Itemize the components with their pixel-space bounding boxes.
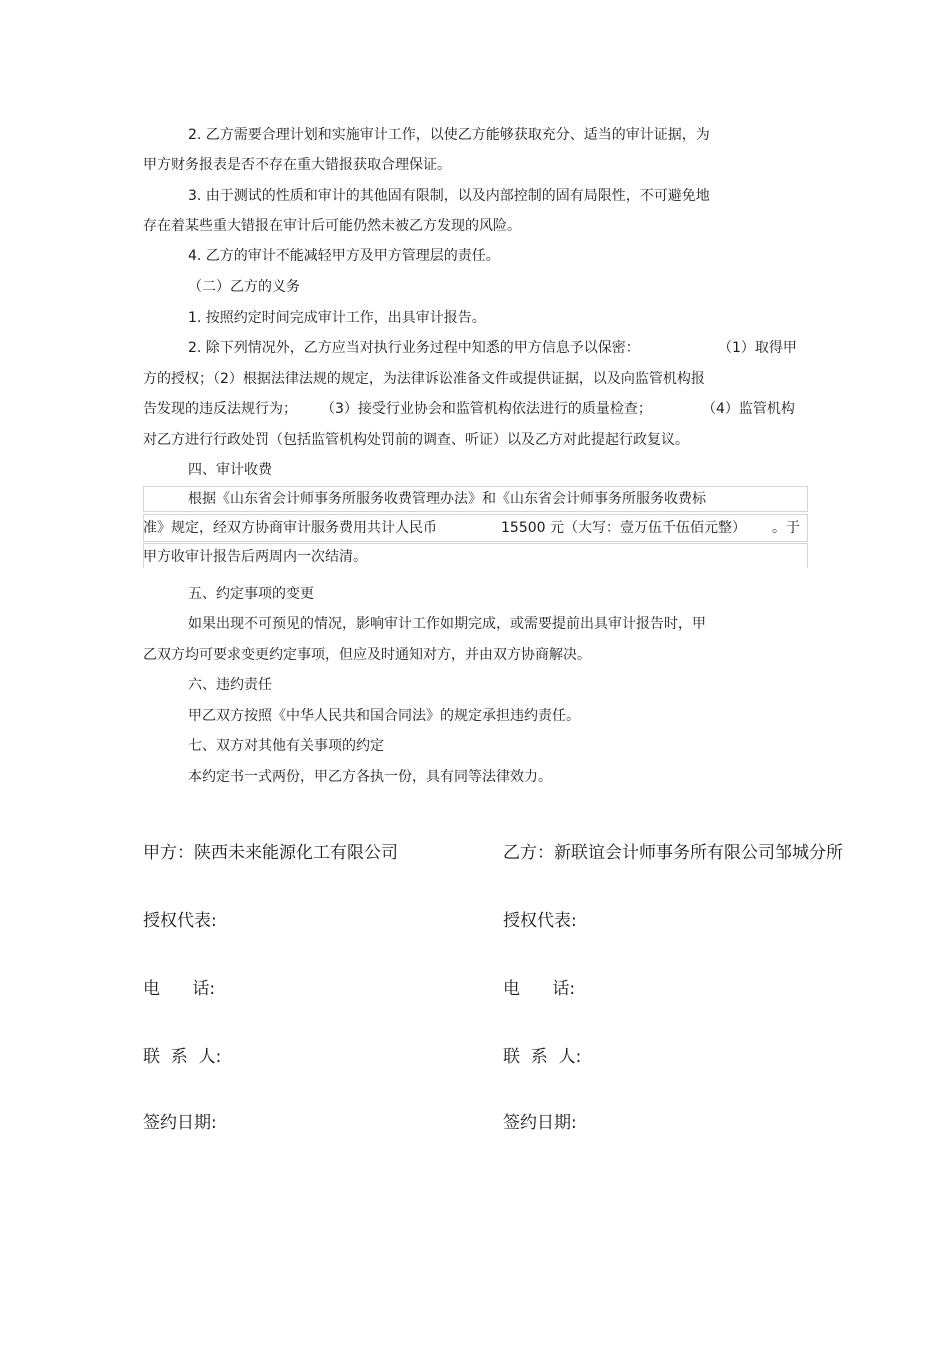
section-heading: 七、双方对其他有关事项的约定	[188, 738, 384, 754]
party-b-phone-label: 电 话:	[503, 979, 576, 999]
party-a-representative-label: 授权代表:	[143, 911, 217, 931]
paragraph-line: 甲乙双方按照《中华人民共和国合同法》的规定承担违约责任。	[188, 708, 580, 724]
paragraph-line: 3. 由于测试的性质和审计的其他固有限制，以及内部控制的固有局限性，不可避免地	[188, 188, 710, 204]
paragraph-line: 4. 乙方的审计不能减轻甲方及甲方管理层的责任。	[188, 248, 500, 264]
section-heading: 五、约定事项的变更	[188, 586, 314, 602]
paragraph-line: 2. 乙方需要合理计划和实施审计工作，以使乙方能够获取充分、适当的审计证据，为	[188, 127, 710, 143]
paragraph-line: 1. 按照约定时间完成审计工作，出具审计报告。	[188, 310, 486, 326]
section-heading: 六、违约责任	[188, 677, 272, 693]
party-a-date-label: 签约日期:	[143, 1113, 217, 1133]
section-heading: 四、审计收费	[188, 462, 272, 478]
paragraph-line: 如果出现不可预见的情况，影响审计工作如期完成，或需要提前出具审计报告时，甲	[188, 616, 706, 632]
section-heading: （二）乙方的义务	[188, 279, 300, 295]
paragraph-line: （1）取得甲	[718, 340, 797, 356]
party-b-name: 乙方：新联谊会计师事务所有限公司邹城分所	[503, 843, 843, 863]
paragraph-line: 准》规定，经双方协商审计服务费用共计人民币	[143, 520, 437, 536]
paragraph-line: 乙双方均可要求变更约定事项，但应及时通知对方，并由双方协商解决。	[143, 647, 591, 663]
paragraph-line: 本约定书一式两份，甲乙方各执一份，具有同等法律效力。	[188, 769, 552, 785]
paragraph-line: 甲方财务报表是否不存在重大错报获取合理保证。	[143, 157, 451, 173]
paragraph-line: 。于	[772, 520, 800, 536]
paragraph-line: 存在着某些重大错报在审计后可能仍然未被乙方发现的风险。	[143, 218, 521, 234]
paragraph-line: 根据《山东省会计师事务所服务收费管理办法》和《山东省会计师事务所服务收费标	[188, 491, 706, 507]
paragraph-line: 方的授权；（2）根据法律法规的规定，为法律诉讼准备文件或提供证据，以及向监管机构报	[143, 371, 705, 387]
party-b-representative-label: 授权代表:	[503, 911, 577, 931]
paragraph-line: 对乙方进行行政处罚（包括监管机构处罚前的调查、听证）以及乙方对此提起行政复议。	[143, 432, 689, 448]
party-a-name: 甲方：陕西未来能源化工有限公司	[143, 843, 398, 863]
paragraph-line: 告发现的违反法规行为；	[143, 401, 297, 417]
paragraph-line: 甲方收审计报告后两周内一次结清。	[143, 549, 367, 565]
party-b-contact-label: 联 系 人:	[503, 1047, 582, 1067]
paragraph-line: （4）监管机构	[702, 401, 795, 417]
paragraph-line: （3）接受行业协会和监管机构依法进行的质量检查；	[321, 401, 652, 417]
paragraph-line: 2. 除下列情况外，乙方应当对执行业务过程中知悉的甲方信息予以保密：	[188, 340, 640, 356]
party-a-contact-label: 联 系 人:	[143, 1047, 222, 1067]
fee-amount: 15500 元（大写：壹万伍千伍佰元整）	[501, 520, 746, 536]
party-b-date-label: 签约日期:	[503, 1113, 577, 1133]
party-a-phone-label: 电 话:	[143, 979, 216, 999]
